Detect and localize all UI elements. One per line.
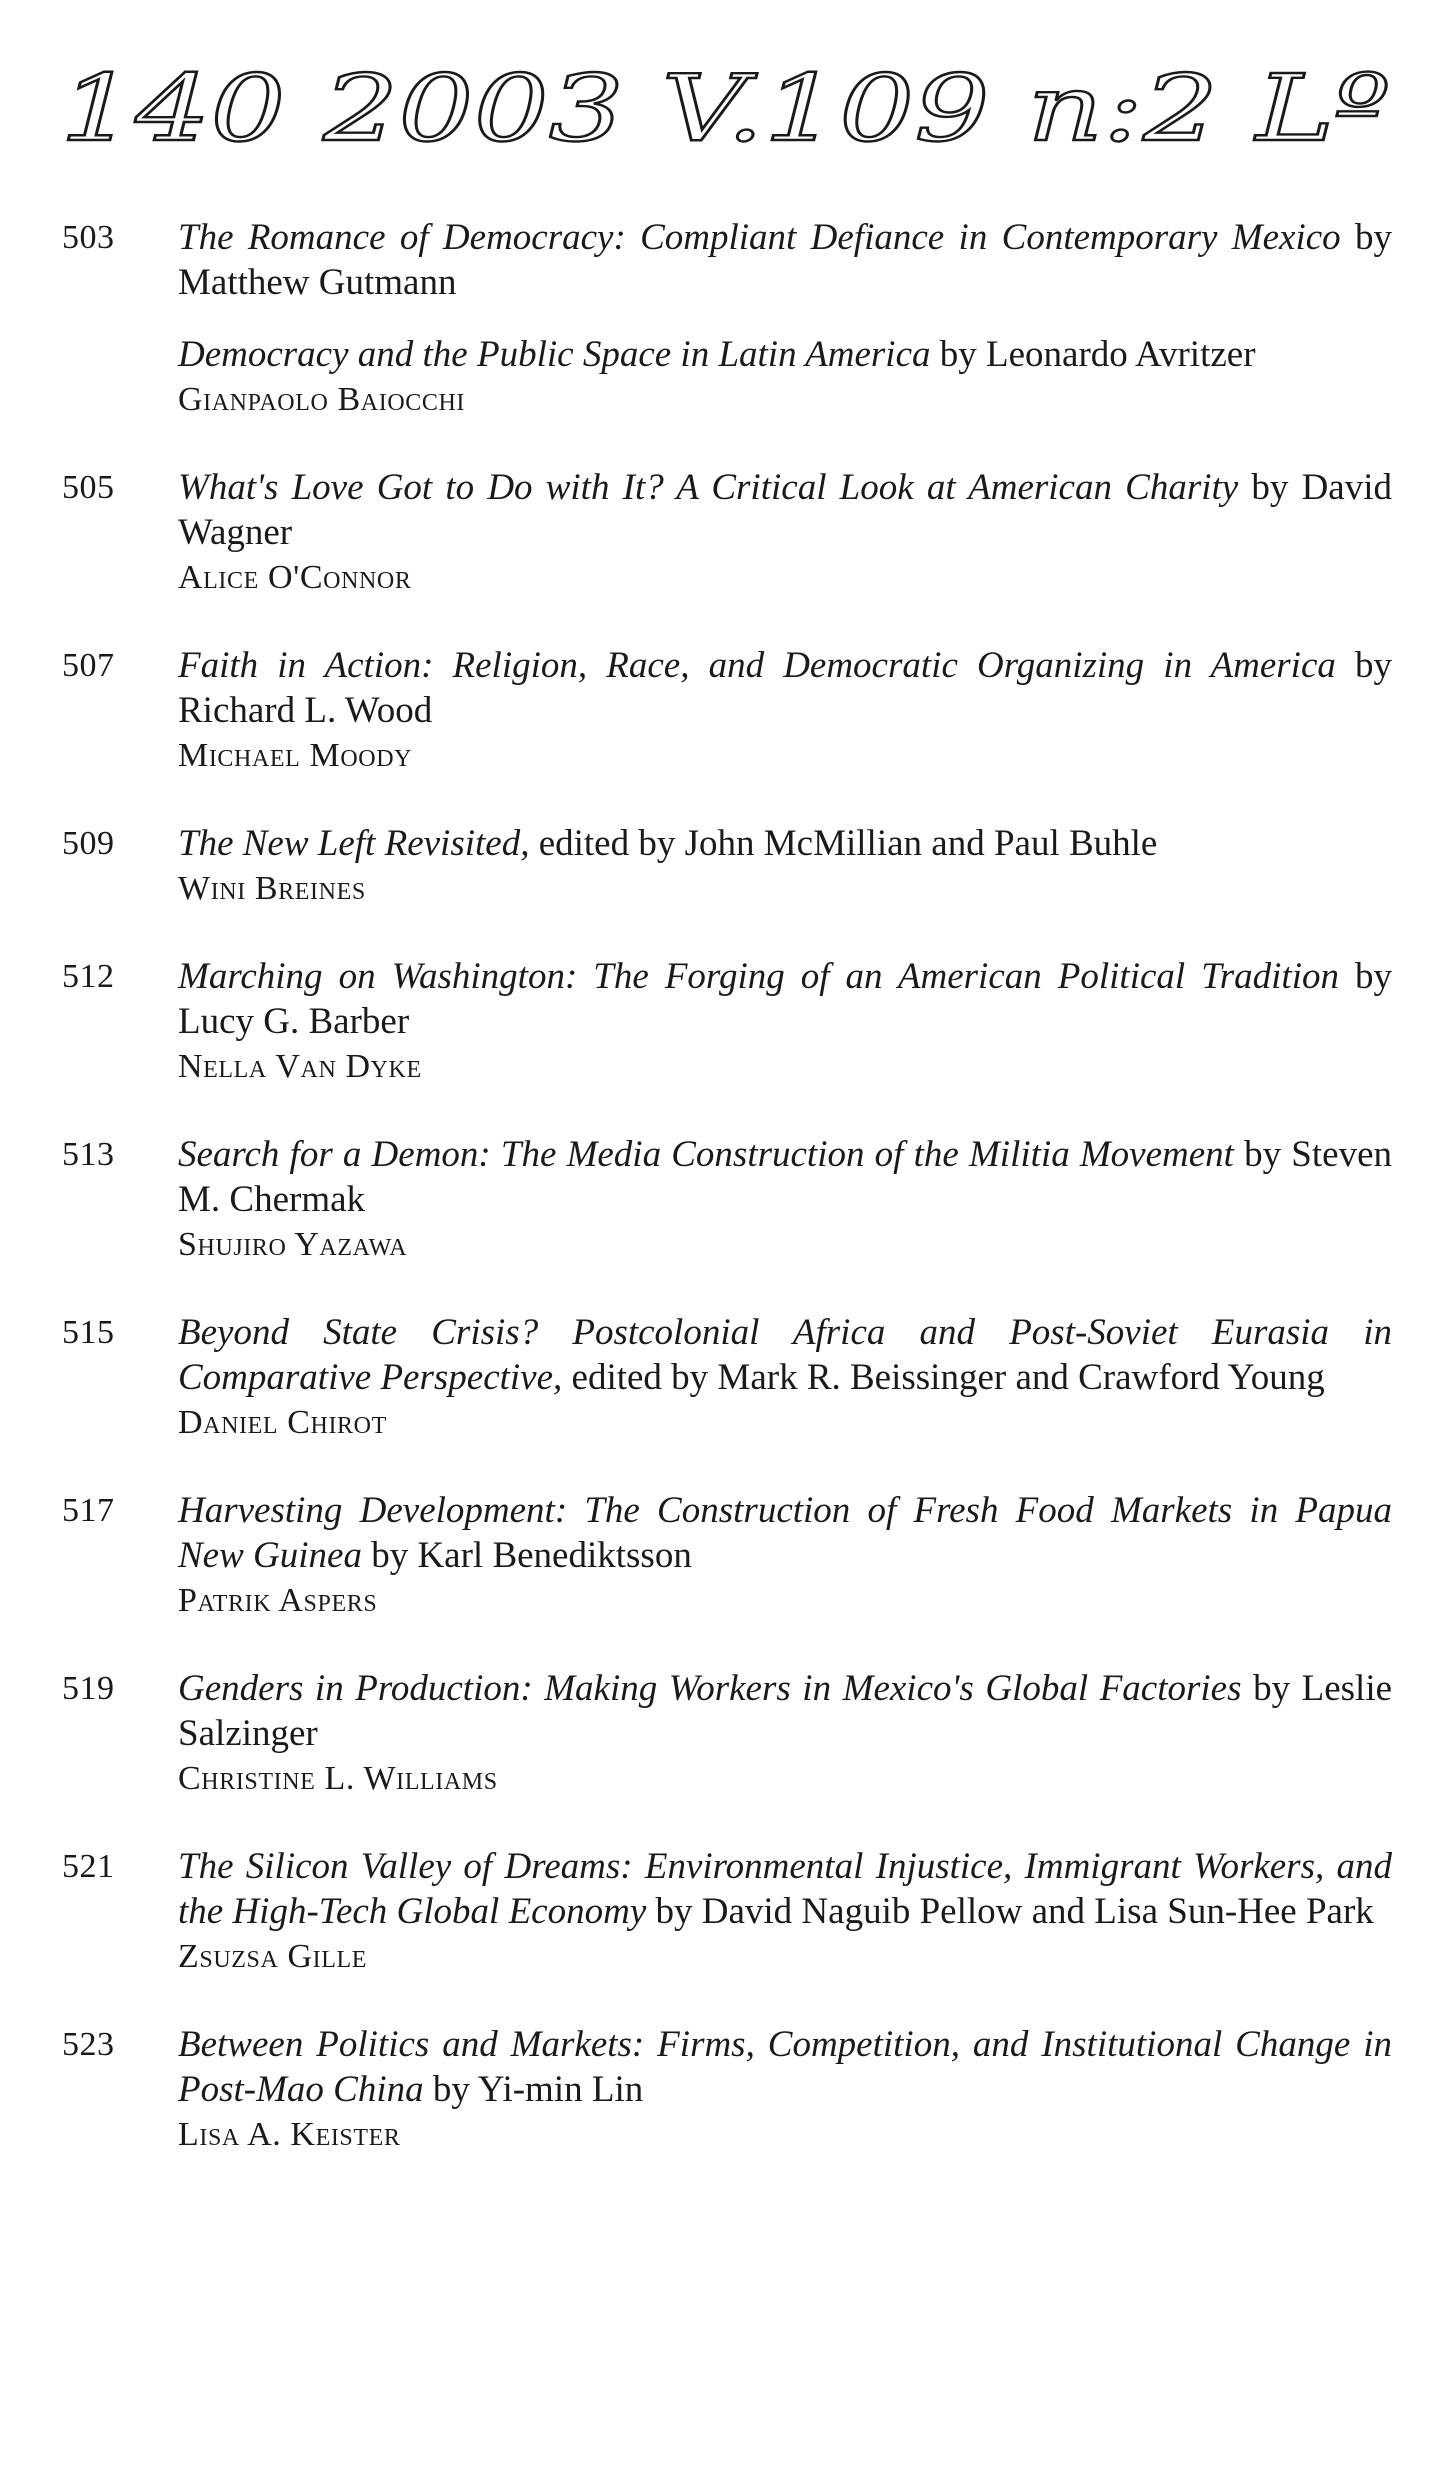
review-entry xyxy=(62,643,1392,778)
entry-body xyxy=(178,2022,1392,2157)
page-number: 509 xyxy=(62,825,115,862)
book-citation xyxy=(178,332,1392,377)
reviewer-name: Michael Moody xyxy=(178,737,413,774)
book-author: by Lucy G. Barber xyxy=(178,956,1392,1042)
review-entry xyxy=(62,1488,1392,1623)
book-title: Genders in Production: Making Workers in Mexico's Global Factories xyxy=(178,1668,1242,1709)
review-entry xyxy=(62,1844,1392,1979)
reviewer-name: Christine L. Williams xyxy=(178,1760,498,1797)
book-citation xyxy=(178,1310,1392,1400)
review-entry xyxy=(62,215,1392,422)
reviewer-name: Lisa A. Keister xyxy=(178,2116,401,2153)
book-citation xyxy=(178,643,1392,733)
review-entry xyxy=(62,465,1392,600)
book-author: by David Wagner xyxy=(178,467,1392,553)
reviewer-name: Patrik Aspers xyxy=(178,1582,378,1619)
reviewer-name: Alice O'Connor xyxy=(178,559,412,596)
handwriting-svg xyxy=(60,40,1400,190)
book-author: by Richard L. Wood xyxy=(178,645,1393,731)
book-title: What's Love Got to Do with It? A Critical Look at American Charity xyxy=(178,467,1239,508)
book-author: by Matthew Gutmann xyxy=(178,217,1392,303)
reviewer-name: Shujiro Yazawa xyxy=(178,1226,408,1263)
page-number: 503 xyxy=(62,219,115,256)
page-number: 515 xyxy=(62,1314,115,1351)
book-author: by Leslie Salzinger xyxy=(178,1668,1393,1754)
review-entry xyxy=(62,954,1392,1089)
book-author: by Steven M. Chermak xyxy=(178,1134,1392,1220)
book-title: Harvesting Development: The Construction of Fresh Food Markets in Papua New Guinea xyxy=(178,1490,1392,1576)
book-title: The Silicon Valley of Dreams: Environmental Injustice, Immigrant Workers, and the High-Tech Global Economy xyxy=(178,1846,1392,1932)
handwriting-text: 140 2003 V.109 n:2 Lº xyxy=(60,55,1390,162)
entry-body xyxy=(178,1132,1392,1267)
book-citation xyxy=(178,2022,1392,2112)
page-number: 512 xyxy=(62,958,115,995)
entry-body xyxy=(178,1844,1392,1979)
page-number: 505 xyxy=(62,469,115,506)
entry-body xyxy=(178,821,1392,911)
entry-body xyxy=(178,465,1392,600)
entry-body xyxy=(178,1488,1392,1623)
reviewer-name: Wini Breines xyxy=(178,870,366,907)
review-entry xyxy=(62,1132,1392,1267)
handwritten-annotation xyxy=(60,40,1400,190)
entry-body xyxy=(178,1310,1392,1445)
review-listing xyxy=(62,215,1392,2157)
book-author: edited by Mark R. Beissinger and Crawford Young xyxy=(571,1357,1325,1398)
reviewer-name: Nella Van Dyke xyxy=(178,1048,422,1085)
book-citation xyxy=(178,954,1392,1044)
book-citation xyxy=(178,1844,1392,1934)
entry-body xyxy=(178,643,1392,778)
book-title: Faith in Action: Religion, Race, and Democratic Organizing in America xyxy=(178,645,1336,686)
book-title: The Romance of Democracy: Compliant Defiance in Contemporary Mexico xyxy=(178,217,1341,258)
book-author: by Karl Benediktsson xyxy=(371,1535,692,1576)
book-title: Democracy and the Public Space in Latin America xyxy=(178,334,931,375)
review-entry xyxy=(62,1666,1392,1801)
book-citation xyxy=(178,821,1392,866)
page-number: 513 xyxy=(62,1136,115,1173)
book-title: The New Left Revisited, xyxy=(178,823,530,864)
page-number: 517 xyxy=(62,1492,115,1529)
book-author: by Yi-min Lin xyxy=(432,2069,644,2110)
reviewer-name: Gianpaolo Baiocchi xyxy=(178,381,465,418)
entry-body xyxy=(178,1666,1392,1801)
page-number: 507 xyxy=(62,647,115,684)
book-title: Beyond State Crisis? Postcolonial Africa and Post-Soviet Eurasia in Comparative Perspective, xyxy=(178,1312,1392,1398)
book-author: by Leonardo Avritzer xyxy=(939,334,1256,375)
review-entry xyxy=(62,1310,1392,1445)
page-number: 519 xyxy=(62,1670,115,1707)
book-citation xyxy=(178,1488,1392,1578)
entry-body xyxy=(178,954,1392,1089)
book-title: Between Politics and Markets: Firms, Competition, and Institutional Change in Post-Mao China xyxy=(178,2024,1392,2110)
book-citation xyxy=(178,465,1392,555)
reviewer-name: Daniel Chirot xyxy=(178,1404,387,1441)
book-citation xyxy=(178,1666,1392,1756)
book-title: Marching on Washington: The Forging of an American Political Tradition xyxy=(178,956,1339,997)
book-author: edited by John McMillian and Paul Buhle xyxy=(538,823,1158,864)
review-entry xyxy=(62,2022,1392,2157)
book-title: Search for a Demon: The Media Construction of the Militia Movement xyxy=(178,1134,1234,1175)
page-number: 521 xyxy=(62,1848,115,1885)
reviewer-name: Zsuzsa Gille xyxy=(178,1938,368,1975)
page-number: 523 xyxy=(62,2026,115,2063)
book-citation xyxy=(178,215,1392,305)
book-citation xyxy=(178,1132,1392,1222)
book-author: by David Naguib Pellow and Lisa Sun-Hee Park xyxy=(655,1891,1374,1932)
entry-body xyxy=(178,215,1392,422)
review-entry xyxy=(62,821,1392,911)
